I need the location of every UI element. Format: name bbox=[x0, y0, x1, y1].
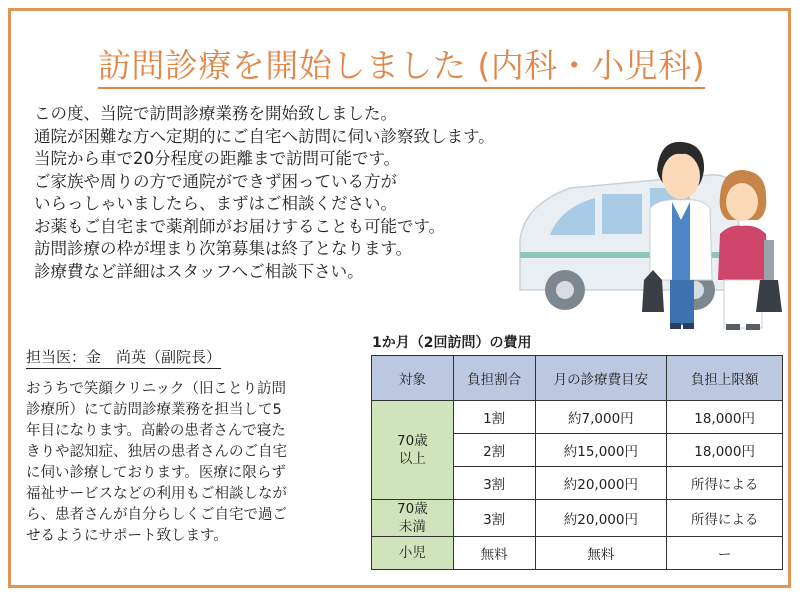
limit-cell: ー bbox=[667, 537, 783, 570]
profile-line: せるようにサポート致します。 bbox=[26, 528, 228, 544]
target-under70: 70歳 未満 bbox=[372, 500, 454, 537]
target-over70: 70歳 以上 bbox=[372, 401, 454, 500]
intro-line: お薬もご自宅まで薬剤師がお届けすることも可能です。 bbox=[34, 216, 446, 236]
intro-text bbox=[34, 103, 495, 283]
header-target: 対象 bbox=[372, 356, 454, 401]
limit-cell: 所得による bbox=[667, 500, 783, 537]
doctor-profile bbox=[26, 379, 356, 547]
fee-table-caption: 1か月（2回訪問）の費用 bbox=[372, 335, 532, 351]
profile-line: おうちで笑顔クリニック（旧ことり訪問 bbox=[26, 381, 286, 397]
header-limit: 負担上限額 bbox=[667, 356, 783, 401]
table-row bbox=[372, 500, 783, 537]
intro-line: 通院が困難な方へ定期的にご自宅へ訪問に伺い診察致します。 bbox=[34, 126, 495, 146]
estimate-cell: 約15,000円 bbox=[535, 434, 667, 467]
profile-line: 年目になります。高齢の患者さんで寝た bbox=[26, 423, 286, 439]
intro-line: ご家族や周りの方で通院ができず困っている方が bbox=[34, 171, 397, 191]
profile-line: ら、患者さんが自分らしくご自宅で過ご bbox=[26, 507, 287, 523]
page-title: 訪問診療を開始しました (内科・小児科) bbox=[0, 40, 803, 87]
profile-line: に伺い診療しております。医療に限らず bbox=[26, 465, 286, 481]
estimate-cell: 約20,000円 bbox=[535, 500, 667, 537]
estimate-cell: 約20,000円 bbox=[535, 467, 667, 500]
profile-line: 診療所）にて訪問診療業務を担当して5 bbox=[26, 402, 282, 418]
table-row bbox=[372, 537, 783, 570]
table-header-row bbox=[372, 356, 783, 401]
profile-line: きりや認知症、独居の患者さんのご自宅 bbox=[26, 444, 287, 460]
estimate-cell: 無料 bbox=[535, 537, 667, 570]
header-ratio: 負担割合 bbox=[453, 356, 535, 401]
ratio-cell: 1割 bbox=[453, 401, 535, 434]
intro-line: 当院から車で20分程度の距離まで訪問可能です。 bbox=[34, 149, 401, 168]
intro-line: この度、当院で訪問診療業務を開始致しました。 bbox=[34, 104, 397, 123]
table-row bbox=[372, 401, 783, 434]
limit-cell: 18,000円 bbox=[667, 434, 783, 467]
ratio-cell: 2割 bbox=[453, 434, 535, 467]
nurse-illustration bbox=[718, 170, 782, 330]
doctor-name: 担当医：金 尚英（副院長） bbox=[26, 346, 221, 369]
ratio-cell: 3割 bbox=[453, 500, 535, 537]
ratio-cell: 3割 bbox=[453, 467, 535, 500]
profile-line: 福祉サービスなどの利用もご相談しなが bbox=[26, 486, 287, 502]
estimate-cell: 約7,000円 bbox=[535, 401, 667, 434]
ratio-cell: 無料 bbox=[453, 537, 535, 570]
header-estimate: 月の診療費目安 bbox=[535, 356, 667, 401]
limit-cell: 18,000円 bbox=[667, 401, 783, 434]
limit-cell: 所得による bbox=[667, 467, 783, 500]
home-visit-illustration bbox=[510, 130, 800, 335]
fee-table bbox=[371, 355, 783, 570]
intro-line: 訪問診療の枠が埋まり次第募集は終了となります。 bbox=[34, 239, 413, 258]
intro-line: いらっしゃいましたら、まずはご相談ください。 bbox=[34, 194, 397, 213]
target-child: 小児 bbox=[372, 537, 454, 570]
intro-line: 診療費など詳細はスタッフへご相談下さい。 bbox=[34, 261, 364, 281]
